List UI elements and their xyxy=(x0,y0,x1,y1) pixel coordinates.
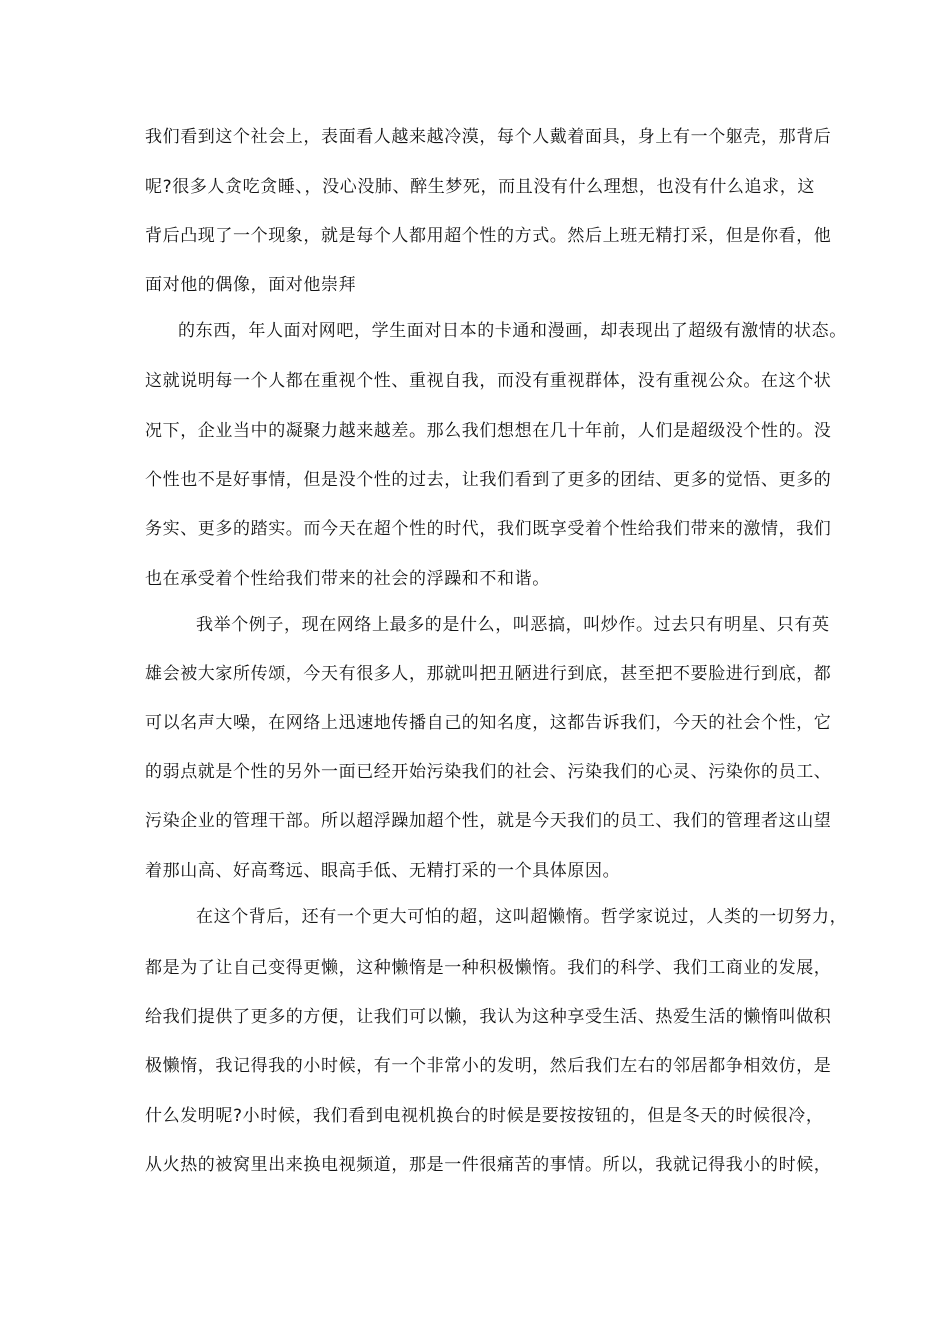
text-line: 面对他的偶像，面对他崇拜 xyxy=(145,275,357,295)
text-line: 这就说明每一个人都在重视个性、重视自我，而没有重视群体，没有重视公众。在这个状 xyxy=(145,371,832,391)
text-line: 都是为了让自己变得更懒，这种懒惰是一种积极懒惰。我们的科学、我们工商业的发展， xyxy=(145,958,832,978)
text-line: 也在承受着个性给我们带来的社会的浮躁和不和谐。 xyxy=(145,569,550,589)
text-line: 着那山高、好高骛远、眼高手低、无精打采的一个具体原因。 xyxy=(145,861,621,881)
text-line: 极懒惰，我记得我的小时候，有一个非常小的发明，然后我们左右的邻居都争相效仿，是 xyxy=(145,1056,832,1076)
text-line: 雄会被大家所传颂，今天有很多人，那就叫把丑陋进行到底，甚至把不要脸进行到底，都 xyxy=(145,664,832,684)
text-line: 我举个例子，现在网络上最多的是什么，叫恶搞，叫炒作。过去只有明星、只有英 xyxy=(196,615,830,635)
text-line: 我们看到这个社会上，表面看人越来越冷漠，每个人戴着面具，身上有一个躯壳，那背后 xyxy=(145,127,832,147)
text-line: 的弱点就是个性的另外一面已经开始污染我们的社会、污染我们的心灵、污染你的员工、 xyxy=(145,762,832,782)
text-line: 从火热的被窝里出来换电视频道，那是一件很痛苦的事情。所以，我就记得我小的时候， xyxy=(145,1155,832,1175)
text-line: 污染企业的管理干部。所以超浮躁加超个性，就是今天我们的员工、我们的管理者这山望 xyxy=(145,811,832,831)
text-line: 个性也不是好事情，但是没个性的过去，让我们看到了更多的团结、更多的觉悟、更多的 xyxy=(145,470,832,490)
text-line: 的东西，年人面对网吧，学生面对日本的卡通和漫画，却表现出了超级有激情的状态。 xyxy=(178,321,847,341)
text-line: 可以名声大噪，在网络上迅速地传播自己的知名度，这都告诉我们，今天的社会个性，它 xyxy=(145,713,832,733)
text-line: 呢?很多人贪吃贪睡、，没心没肺、醉生梦死，而且没有什么理想，也没有什么追求，这 xyxy=(145,177,815,197)
text-line: 在这个背后，还有一个更大可怕的超，这叫超懒惰。哲学家说过，人类的一切努力， xyxy=(196,907,848,927)
text-line: 背后凸现了一个现象，就是每个人都用超个性的方式。然后上班无精打采，但是你看，他 xyxy=(145,226,832,246)
text-line: 什么发明呢?小时候，我们看到电视机换台的时候是要按按钮的，但是冬天的时候很冷， xyxy=(145,1106,824,1126)
text-line: 况下，企业当中的凝聚力越来越差。那么我们想想在几十年前，人们是超级没个性的。没 xyxy=(145,421,832,441)
text-line: 给我们提供了更多的方便，让我们可以懒，我认为这种享受生活、热爱生活的懒惰叫做积 xyxy=(145,1007,832,1027)
text-line: 务实、更多的踏实。而今天在超个性的时代，我们既享受着个性给我们带来的激情，我们 xyxy=(145,519,832,539)
